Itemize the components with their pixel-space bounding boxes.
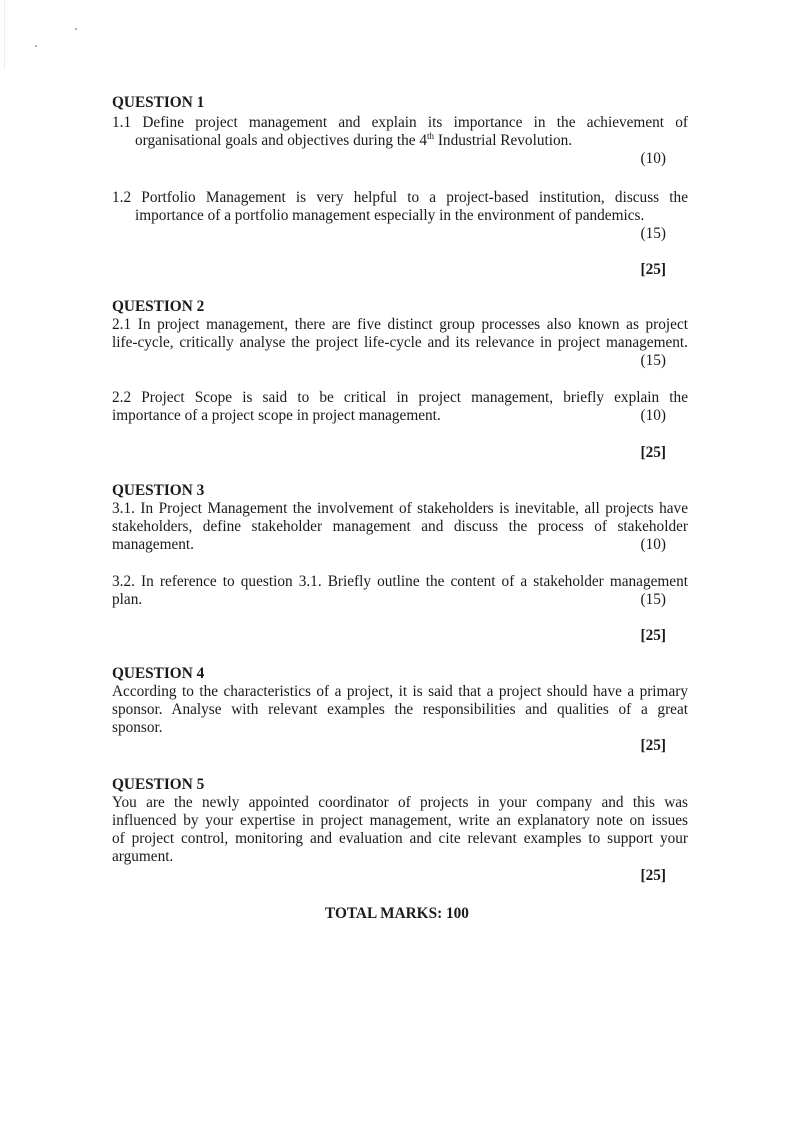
q3-1-marks: (10) (640, 536, 666, 553)
question-4-heading: QUESTION 4 (112, 665, 205, 682)
question-1-heading: QUESTION 1 (112, 94, 205, 111)
q2-1-line: life-cycle, critically analyse the project life-cycle and its relevance in project management. (112, 334, 688, 351)
q3-total: [25] (640, 627, 666, 644)
q1-2-line: importance of a portfolio management especially in the environment of pandemics. (135, 207, 645, 224)
q5-line: of project control, monitoring and evaluation and cite relevant examples to support your (112, 830, 688, 847)
q1-total: [25] (640, 261, 666, 278)
q4-line: sponsor. (112, 719, 163, 736)
scan-edge (4, 0, 5, 70)
q2-2-line: 2.2 Project Scope is said to be critical in project management, briefly explain the (112, 389, 688, 406)
scan-speck (75, 28, 77, 30)
q1-2-line: 1.2 Portfolio Management is very helpful to a project-based institution, discuss the (112, 189, 688, 206)
q3-2-line: plan. (112, 591, 143, 608)
q2-total: [25] (640, 444, 666, 461)
q4-line: sponsor. Analyse with relevant examples the responsibilities and qualities of a great (112, 701, 688, 718)
q2-1-marks: (15) (640, 352, 666, 369)
scan-speck (35, 45, 37, 47)
q2-2-line: importance of a project scope in project management. (112, 407, 441, 424)
q1-2-marks: (15) (640, 225, 666, 242)
question-2-heading: QUESTION 2 (112, 298, 205, 315)
question-5-heading: QUESTION 5 (112, 776, 205, 793)
q3-2-marks: (15) (640, 591, 666, 608)
q5-line: You are the newly appointed coordinator of projects in your company and this was (112, 794, 688, 811)
q2-2-marks: (10) (640, 407, 666, 424)
q4-line: According to the characteristics of a project, it is said that a project should have a primary (112, 683, 688, 700)
q5-total: [25] (640, 867, 666, 884)
q1-1-line: 1.1 Define project management and explain its importance in the achievement of (112, 114, 688, 131)
q3-1-line: 3.1. In Project Management the involvement of stakeholders is inevitable, all projects have (112, 500, 688, 517)
q2-1-line: 2.1 In project management, there are five distinct group processes also known as project (112, 316, 688, 333)
q1-1-line: organisational goals and objectives during the 4th Industrial Revolution. (135, 130, 573, 149)
q5-line: influenced by your expertise in project management, write an explanatory note on issues (112, 812, 688, 829)
q3-2-line: 3.2. In reference to question 3.1. Briefly outline the content of a stakeholder management (112, 573, 688, 590)
q5-line: argument. (112, 848, 174, 865)
q3-1-line: stakeholders, define stakeholder management and discuss the process of stakeholder (112, 518, 688, 535)
question-3-heading: QUESTION 3 (112, 482, 205, 499)
total-marks: TOTAL MARKS: 100 (325, 905, 469, 922)
q4-total: [25] (640, 737, 666, 754)
q3-1-line: management. (112, 536, 194, 553)
q1-1-marks: (10) (640, 150, 666, 167)
